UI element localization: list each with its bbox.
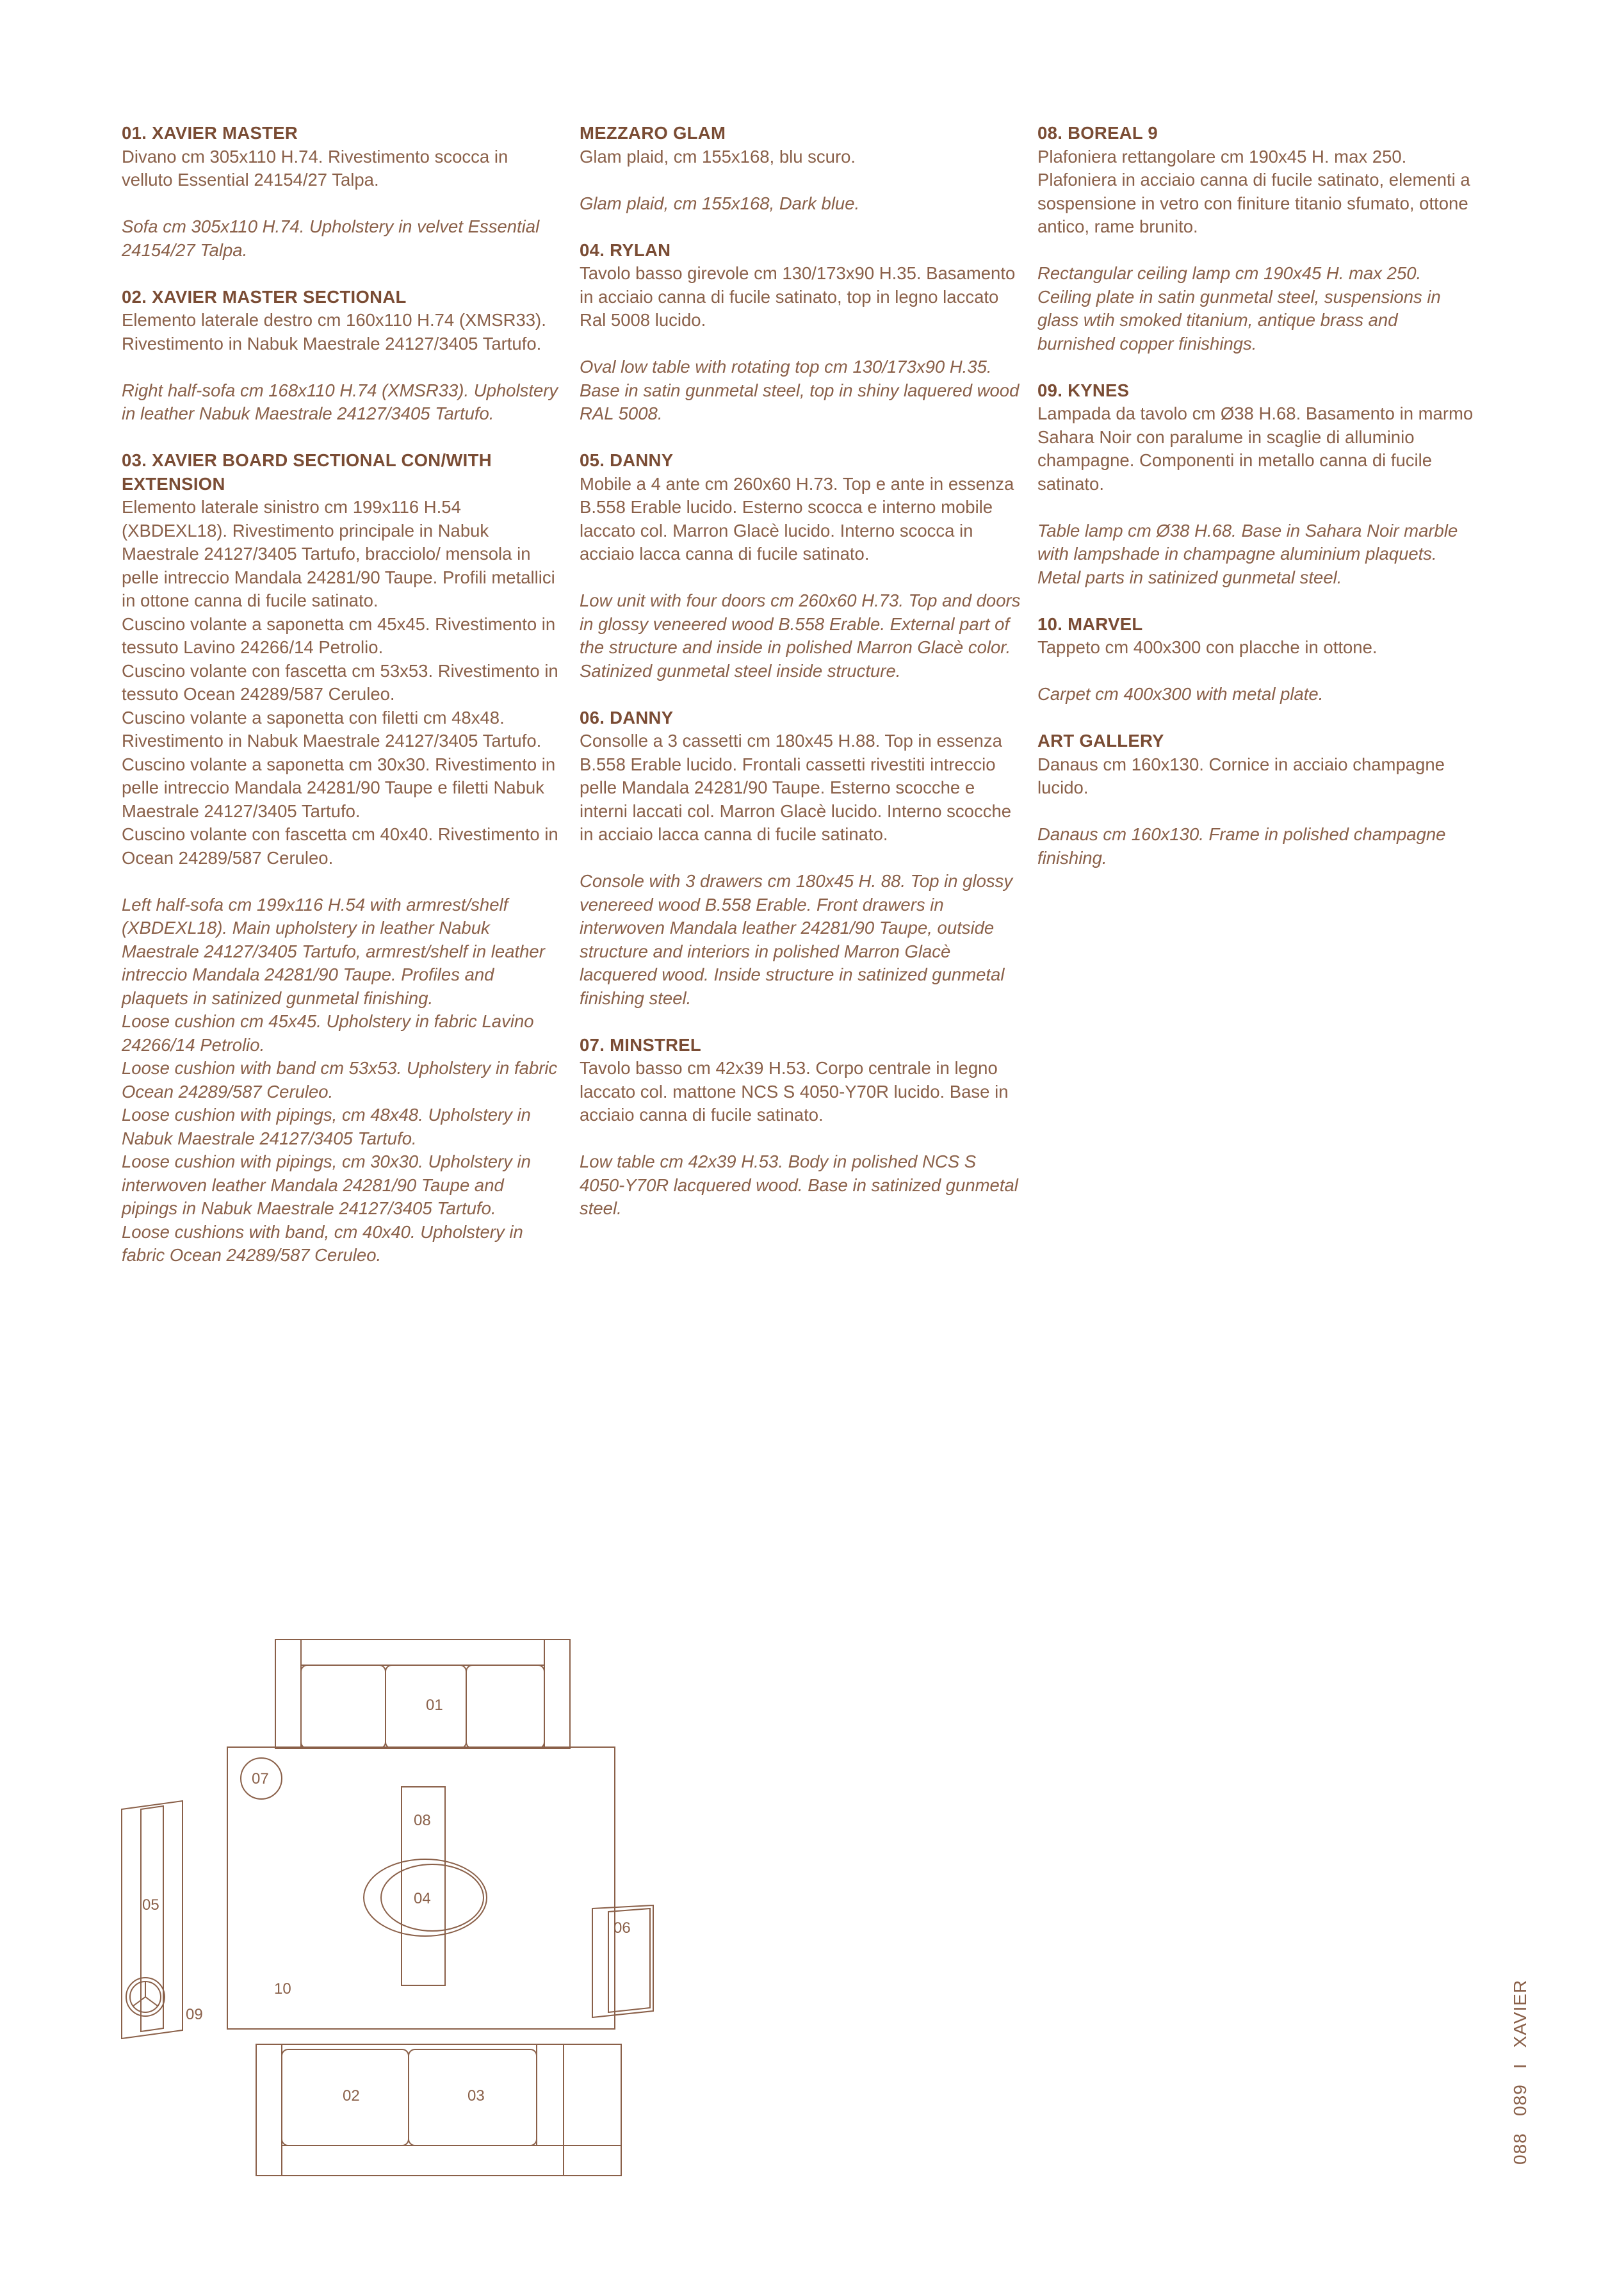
entry-danny-unit xyxy=(580,449,1021,683)
entry-title: 06. DANNY xyxy=(580,707,674,728)
entry-text-en: Danaus cm 160x130. Frame in polished champagne finishing. xyxy=(1037,824,1446,868)
entry-title: 01. XAVIER MASTER xyxy=(122,123,298,143)
column-right xyxy=(1037,122,1479,893)
entry-text-en: Right half-sofa cm 168x110 H.74 (XMSR33). Upholstery in leather Nabuk Maestrale 24127/3405 Tartufo. xyxy=(122,380,558,423)
entry-text-en: Rectangular ceiling lamp cm 190x45 H. max 250. Ceiling plate in satin gunmetal steel, suspensions in glass wtih smoked titanium, antique brass and burnished copper finishings. xyxy=(1037,263,1441,354)
folio-rotated-text xyxy=(1510,1980,1531,2165)
plan-label-10: 10 xyxy=(274,1980,291,1998)
folio-page-numbers: 088 089 xyxy=(1510,2084,1530,2165)
entry-title: 04. RYLAN xyxy=(580,240,671,260)
entry-text-it: Tavolo basso girevole cm 130/173x90 H.35. Basamento in acciaio canna di fucile satinato, top in legno laccato Ral 5008 lucido. xyxy=(580,263,1016,330)
entry-text-en: Low unit with four doors cm 260x60 H.73. Top and doors in glossy veneered wood B.558 Erable. External part of the structure and inside in polished Marron Glacè color. Satinized gunmetal steel inside structure. xyxy=(580,590,1021,681)
entry-title: 05. DANNY xyxy=(580,450,674,470)
entry-mezzaro-glam xyxy=(580,122,1021,215)
entry-text-it: Mobile a 4 ante cm 260x60 H.73. Top e ante in essenza B.558 Erable lucido. Esterno scocca e interno mobile laccato col. Marron Glacè lucido. Interno scocca in acciaio lacca canna di fucile satinato. xyxy=(580,473,1014,564)
entry-text-en: Glam plaid, cm 155x168, Dark blue. xyxy=(580,193,860,213)
entry-title: 10. MARVEL xyxy=(1037,614,1143,634)
oval-table-04-top xyxy=(381,1864,484,1931)
entry-danny-console xyxy=(580,706,1021,1011)
plan-label-06: 06 xyxy=(614,1919,631,1937)
entry-marvel xyxy=(1037,613,1479,706)
entry-text-en: Console with 3 drawers cm 180x45 H. 88. Top in glossy venereed wood B.558 Erable. Front drawers in interwoven Mandala leather 24281/90 Taupe, outside structure and interiors in polished Marron Glacè lacquered wood. Inside structure in satinized gunmetal finishing steel. xyxy=(580,871,1013,1008)
folio-section: XAVIER xyxy=(1510,1979,1530,2048)
entry-cushions-it: Cuscino volante a saponetta cm 45x45. Rivestimento in tessuto Lavino 24266/14 Petrolio. Cuscino volante con fascetta cm 53x53. Rivestimento in tessuto Ocean 24289/587 Ceruleo. Cuscino volante a saponetta con filetti cm 48x48. Rivestimento in Nabuk Maestrale 24127/3405 Tartufo. Cuscino volante a saponetta cm 30x30. Rivestimento in pelle intreccio Mandala 24281/90 Taupe e filetti Nabuk Maestrale 24127/3405 Tartufo. Cuscino volante con fascetta cm 40x40. Rivestimento in Ocean 24289/587 Ceruleo. xyxy=(122,614,558,868)
plan-label-02: 02 xyxy=(343,2087,360,2105)
entry-xavier-board-sectional xyxy=(122,449,564,1267)
entry-title: MEZZARO GLAM xyxy=(580,123,726,143)
plan-label-08: 08 xyxy=(414,1812,431,1829)
entry-text-it: Consolle a 3 cassetti cm 180x45 H.88. Top in essenza B.558 Erable lucido. Frontali cassetti rivestiti intreccio pelle Mandala 24281/90 Taupe. Esterno scocche e interni laccati col. Marron Glacè lucido. Interno scocche in acciaio lacca canna di fucile satinato. xyxy=(580,731,1012,844)
entry-title: 08. BOREAL 9 xyxy=(1037,123,1158,143)
entry-kynes xyxy=(1037,379,1479,590)
entry-rylan xyxy=(580,239,1021,426)
entry-text-it: Lampada da tavolo cm Ø38 H.68. Basamento in marmo Sahara Noir con paralume in scaglie di alluminio champagne. Componenti in metallo canna di fucile satinato. xyxy=(1037,403,1474,494)
entry-art-gallery xyxy=(1037,729,1479,870)
column-left xyxy=(122,122,564,1290)
plan-label-07: 07 xyxy=(252,1770,269,1787)
entry-text-en: Table lamp cm Ø38 H.68. Base in Sahara Noir marble with lampshade in champagne aluminium plaquets. Metal parts in satinized gunmetal steel. xyxy=(1037,520,1458,587)
plan-label-04: 04 xyxy=(414,1890,431,1907)
entry-xavier-master xyxy=(122,122,564,262)
entry-text-it: Elemento laterale sinistro cm 199x116 H.54 (XBDEXL18). Rivestimento principale in Nabuk Maestrale 24127/3405 Tartufo, bracciolo/ mensola in pelle intreccio Mandala 24281/90 Taupe. Profili metallici in ottone canna di fucile satinato. xyxy=(122,497,555,610)
entry-text-it: Tappeto cm 400x300 con placche in ottone. xyxy=(1037,637,1378,657)
entry-minstrel xyxy=(580,1034,1021,1221)
entry-title: 03. XAVIER BOARD SECTIONAL CON/WITH EXTENSION xyxy=(122,450,492,494)
entry-text-en: Oval low table with rotating top cm 130/173x90 H.35. Base in satin gunmetal steel, top in shiny laquered wood RAL 5008. xyxy=(580,357,1020,423)
entry-title: 09. KYNES xyxy=(1037,380,1130,400)
plan-label-05: 05 xyxy=(142,1896,159,1914)
entry-xavier-master-sectional xyxy=(122,286,564,426)
entry-text-en: Sofa cm 305x110 H.74. Upholstery in velvet Essential 24154/27 Talpa. xyxy=(122,216,540,260)
entry-text-it: Glam plaid, cm 155x168, blu scuro. xyxy=(580,146,856,167)
entry-cushions-en: Loose cushion cm 45x45. Upholstery in fabric Lavino 24266/14 Petrolio. Loose cushion with band cm 53x53. Upholstery in fabric Ocean 24289/587 Ceruleo. Loose cushion with pipings, cm 48x48. Upholstery in Nabuk Maestrale 24127/3405 Tartufo. Loose cushion with pipings, cm 30x30. Upholstery in interwoven leather Mandala 24281/90 Taupe and pipings in Nabuk Maestrale 24127/3405 Tartufo. Loose cushions with band, cm 40x40. Upholstery in fabric Ocean 24289/587 Ceruleo. xyxy=(122,1011,558,1265)
entry-text-en: Low table cm 42x39 H.53. Body in polished NCS S 4050-Y70R lacquered wood. Base in satinized gunmetal steel. xyxy=(580,1152,1018,1218)
sofa-01-outline xyxy=(275,1640,570,1748)
entry-text-it: Plafoniera rettangolare cm 190x45 H. max 250. Plafoniera in acciaio canna di fucile satinato, elementi a sospensione in vetro con finiture titanio sfumato, ottone antico, rame brunito. xyxy=(1037,146,1470,236)
plan-label-01: 01 xyxy=(426,1697,443,1714)
entry-text-it: Tavolo basso cm 42x39 H.53. Corpo centrale in legno laccato col. mattone NCS S 4050-Y70R lucido. Base in acciaio canna di fucile satinato. xyxy=(580,1058,1009,1125)
entry-text-it: Elemento laterale destro cm 160x110 H.74 (XMSR33). Rivestimento in Nabuk Maestrale 24127/3405 Tartufo. xyxy=(122,310,546,354)
entry-title: 07. MINSTREL xyxy=(580,1034,702,1055)
sectional-02-03-outline xyxy=(256,2044,621,2176)
entry-text-en: Carpet cm 400x300 with metal plate. xyxy=(1037,684,1324,704)
entry-text-it: Danaus cm 160x130. Cornice in acciaio champagne lucido. xyxy=(1037,754,1445,797)
entry-boreal xyxy=(1037,122,1479,355)
entry-title: 02. XAVIER MASTER SECTIONAL xyxy=(122,286,407,307)
plan-label-09: 09 xyxy=(186,2006,203,2023)
floor-plan-diagram xyxy=(115,1633,631,2184)
entry-title: ART GALLERY xyxy=(1037,731,1164,751)
plan-label-03: 03 xyxy=(467,2087,485,2105)
table-lamp-09 xyxy=(126,1978,165,2016)
entry-text-it: Divano cm 305x110 H.74. Rivestimento scocca in velluto Essential 24154/27 Talpa. xyxy=(122,146,508,190)
entry-text-en: Left half-sofa cm 199x116 H.54 with armrest/shelf (XBDEXL18). Main upholstery in leather Nabuk Maestrale 24127/3405 Tartufo, armrest/shelf in leather intreccio Mandala 24281/90 Taupe. Profiles and plaquets in satinized gunmetal finishing. xyxy=(122,894,545,1008)
folio-separator: I xyxy=(1510,2063,1530,2069)
column-middle xyxy=(580,122,1021,1244)
